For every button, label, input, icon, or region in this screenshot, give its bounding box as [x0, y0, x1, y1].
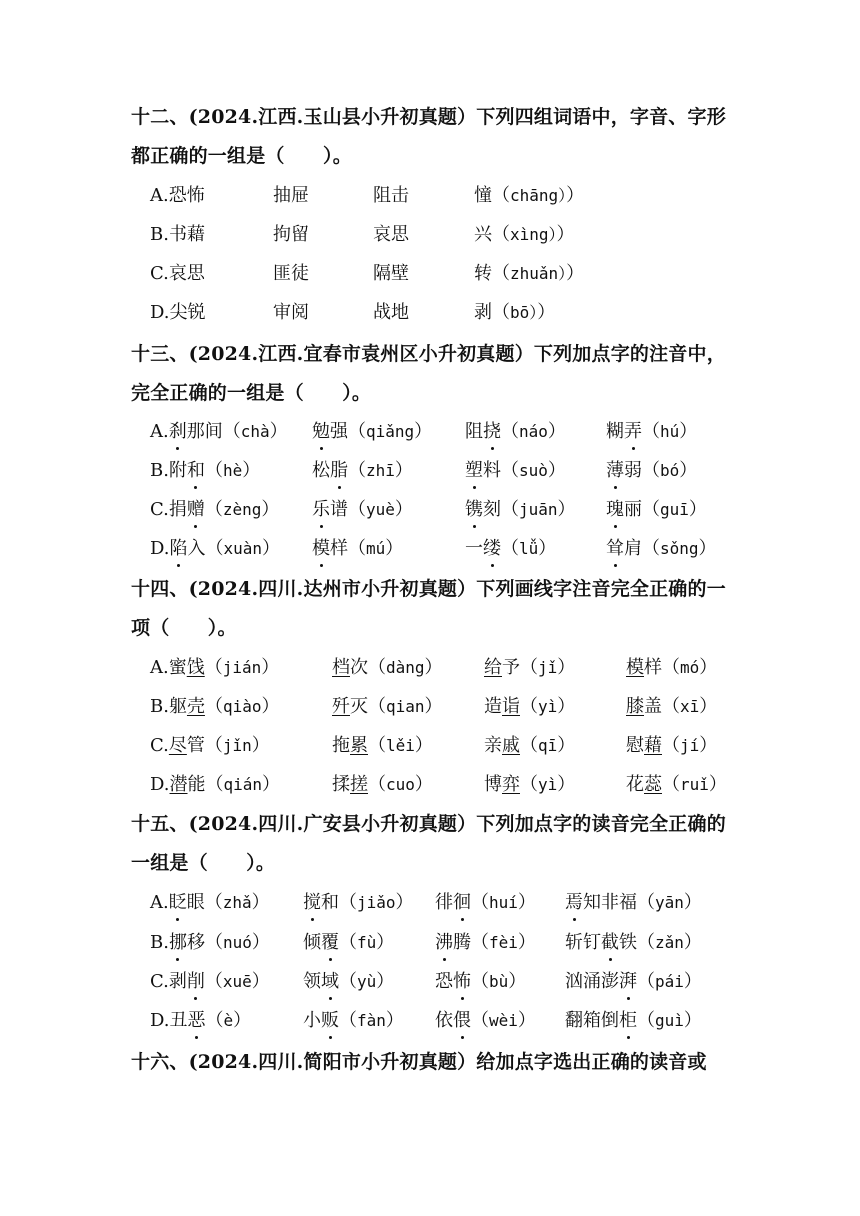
option-row: [150, 417, 790, 447]
pinyin-text: juān: [519, 500, 558, 519]
option-row: [150, 220, 790, 250]
option-word: 阻击: [373, 185, 409, 206]
dotted-character: 刹: [169, 417, 187, 447]
pinyin-text: yì: [538, 775, 558, 794]
pinyin-text: qiào: [222, 697, 262, 716]
option-word: D.陷入（xuàn）: [150, 534, 280, 564]
dotted-character: 脂: [330, 456, 348, 486]
pinyin-text: huí: [489, 893, 518, 912]
underlined-character: 档: [332, 657, 350, 678]
pinyin-text: zèng: [222, 500, 262, 519]
pinyin-text: yān: [655, 893, 684, 912]
option-word: 战地: [373, 302, 409, 323]
dotted-character: 眨: [169, 888, 187, 918]
pinyin-text: hè: [222, 461, 243, 480]
option-word: D.丑恶（è）: [150, 1006, 251, 1036]
dotted-character: 徊: [453, 888, 471, 918]
option-word: 审阅: [273, 302, 309, 323]
underlined-character: 给: [484, 657, 502, 678]
underlined-character: 壳: [186, 696, 205, 717]
option-word: C.哀思: [150, 263, 205, 284]
option-row: [150, 888, 790, 918]
option-word: 搅和（jiǎo）: [303, 888, 414, 918]
pinyin-text: jǐ: [538, 658, 558, 677]
option-word: C.捐赠（zèng）: [150, 495, 279, 525]
option-word: 模样（mó）: [626, 657, 718, 678]
pinyin-text: qián: [223, 775, 263, 794]
question-16-title: 十六、(2024.四川.简阳市小升初真题）给加点字选出正确的读音或: [131, 1051, 707, 1073]
pinyin-text: yuè: [366, 500, 395, 519]
dotted-character: 怖: [453, 967, 471, 997]
option-word: 薄弱（bó）: [606, 456, 697, 486]
option-row: [150, 1006, 790, 1036]
pinyin-text: zhuǎn）: [510, 264, 567, 283]
option-word: D.尖锐: [150, 302, 206, 323]
pinyin-text: lǚ: [519, 539, 539, 558]
option-word: 亲戚（qī）: [484, 735, 576, 756]
pinyin-text: mú: [366, 539, 386, 558]
option-word: 膝盖（xī）: [626, 696, 718, 717]
pinyin-text: jián: [222, 658, 262, 677]
option-word: 勉强（qiǎng）: [312, 417, 432, 447]
question-13-title: 十三、(2024.江西.宜春市袁州区小升初真题）下列加点字的注音中，完全正确的一组是（ ）。: [131, 343, 726, 404]
pinyin-text: wèi: [489, 1011, 518, 1030]
pinyin-text: lěi: [386, 736, 415, 755]
option-row: [150, 967, 790, 997]
underlined-character: 歼: [332, 696, 350, 717]
option-row: [150, 495, 790, 525]
pinyin-text: qian: [386, 697, 425, 716]
pinyin-text: bù: [489, 972, 509, 991]
underlined-character: 蕊: [644, 774, 662, 795]
option-word: A.蜜饯（jián）: [150, 657, 280, 678]
option-word: D.潜能（qián）: [150, 774, 281, 795]
dotted-character: 湃: [619, 967, 637, 997]
option-word: 拘留: [273, 224, 309, 245]
option-word: 慰藉（jí）: [626, 735, 718, 756]
pinyin-text: zhǎ: [222, 893, 252, 912]
option-word: 档次（dàng）: [332, 657, 443, 678]
option-row: [150, 770, 790, 800]
option-word: 拖累（lěi）: [332, 735, 433, 756]
option-word: 兴（xìng））: [474, 224, 575, 245]
underlined-character: 弈: [502, 774, 520, 795]
pinyin-text: pái: [655, 972, 684, 991]
option-word: B.附和（hè）: [150, 456, 260, 486]
pinyin-text: xìng）: [510, 225, 557, 244]
option-word: 斩钉截铁（zǎn）: [565, 928, 702, 958]
option-word: 造诣（yì）: [484, 696, 576, 717]
question-15-title: 十五、(2024.四川.广安县小升初真题）下列加点字的读音完全正确的一组是（ ）。: [131, 813, 726, 874]
dotted-character: 弄: [624, 417, 642, 447]
underlined-character: 累: [350, 735, 368, 756]
option-word: 乐谱（yuè）: [312, 495, 413, 525]
pinyin-text: bō）: [510, 303, 538, 322]
option-word: 模样（mú）: [312, 534, 403, 564]
pinyin-text: zhī: [366, 461, 395, 480]
option-row: [150, 731, 790, 761]
dotted-character: 挪: [169, 928, 187, 958]
option-word: 哀思: [373, 224, 409, 245]
option-word: A.刹那间（chà）: [150, 417, 288, 447]
pinyin-text: náo: [519, 422, 548, 441]
option-word: 揉搓（cuo）: [332, 774, 433, 795]
question-12-title: 十二、(2024.江西.玉山县小升初真题）下列四组词语中，字音、字形都正确的一组是（ ）。: [131, 106, 726, 167]
option-word: 沸腾（fèi）: [435, 928, 536, 958]
option-word: 松脂（zhī）: [312, 456, 413, 486]
pinyin-text: yù: [357, 972, 377, 991]
option-word: 歼灭（qian）: [332, 696, 443, 717]
option-word: 阻挠（náo）: [465, 417, 566, 447]
dotted-character: 乐: [312, 495, 330, 525]
dotted-character: 瑰: [606, 495, 624, 525]
underlined-character: 饯: [186, 657, 205, 678]
pinyin-text: sǒng: [660, 539, 699, 558]
pinyin-text: qiǎng: [366, 422, 415, 441]
option-word: 转（zhuǎn））: [474, 263, 585, 284]
option-row: [150, 456, 790, 486]
underlined-character: 模: [626, 657, 644, 678]
option-word: 一缕（lǚ）: [465, 534, 556, 564]
dotted-character: 模: [312, 534, 330, 564]
option-word: 给予（jǐ）: [484, 657, 576, 678]
pinyin-text: cuo: [386, 775, 415, 794]
pinyin-text: xuē: [222, 972, 252, 991]
option-word: 镌刻（juān）: [465, 495, 576, 525]
option-row: [150, 181, 790, 211]
option-row: [150, 692, 790, 722]
pinyin-text: jǐn: [222, 736, 252, 755]
option-word: 汹涌澎湃（pái）: [565, 967, 702, 997]
pinyin-text: chà: [240, 422, 270, 441]
option-word: 糊弄（hú）: [606, 417, 697, 447]
option-word: B.挪移（nuó）: [150, 928, 270, 958]
option-word: 塑料（suò）: [465, 456, 566, 486]
pinyin-text: fàn: [357, 1011, 386, 1030]
option-word: 瑰丽（guī）: [606, 495, 707, 525]
option-word: A.恐怖: [150, 185, 205, 206]
pinyin-text: yì: [538, 697, 558, 716]
option-word: C.剥削（xuē）: [150, 967, 270, 997]
pinyin-text: qī: [538, 736, 558, 755]
underlined-character: 膝: [626, 696, 644, 717]
question-14-title: 十四、(2024.四川.达州市小升初真题）下列画线字注音完全正确的一项（ ）。: [131, 578, 726, 639]
dotted-character: 削: [187, 967, 205, 997]
dotted-character: 贩: [321, 1006, 339, 1036]
option-row: [150, 534, 790, 564]
pinyin-text: guī: [660, 500, 689, 519]
option-row: [150, 298, 790, 328]
pinyin-text: hú: [660, 422, 680, 441]
option-word: 依偎（wèi）: [435, 1006, 536, 1036]
option-word: C.尽管（jǐn）: [150, 735, 270, 756]
option-word: 小贩（fàn）: [303, 1006, 404, 1036]
option-row: [150, 259, 790, 289]
dotted-character: 塑: [465, 456, 483, 486]
underlined-character: 尽: [168, 735, 187, 756]
dotted-character: 耸: [606, 534, 624, 564]
pinyin-text: fù: [357, 933, 377, 952]
dotted-character: 沸: [435, 928, 453, 958]
option-row: [150, 653, 790, 683]
option-word: B.书藉: [150, 224, 205, 245]
option-word: 抽屉: [273, 185, 309, 206]
pinyin-text: jí: [680, 736, 700, 755]
dotted-character: 勉: [312, 417, 330, 447]
dotted-character: 域: [321, 967, 339, 997]
pinyin-text: jiǎo: [357, 893, 396, 912]
option-word: 花蕊（ruǐ）: [626, 774, 727, 795]
option-word: 剥（bō））: [474, 302, 556, 323]
option-word: A.眨眼（zhǎ）: [150, 888, 270, 918]
dotted-character: 薄: [606, 456, 624, 486]
underlined-character: 藉: [644, 735, 662, 756]
dotted-character: 赠: [187, 495, 205, 525]
option-word: 博弈（yì）: [484, 774, 576, 795]
pinyin-text: bó: [660, 461, 680, 480]
pinyin-text: è: [223, 1011, 234, 1030]
dotted-character: 和: [187, 456, 205, 486]
pinyin-text: guì: [655, 1011, 684, 1030]
option-word: B.躯壳（qiào）: [150, 696, 280, 717]
pinyin-text: zǎn: [655, 933, 684, 952]
option-row: [150, 928, 790, 958]
pinyin-text: xuàn: [223, 539, 263, 558]
dotted-character: 陷: [170, 534, 188, 564]
option-word: 耸肩（sǒng）: [606, 534, 717, 564]
dotted-character: 焉: [565, 888, 583, 918]
pinyin-text: chāng）: [510, 186, 567, 205]
option-word: 徘徊（huí）: [435, 888, 536, 918]
dotted-character: 恶: [188, 1006, 206, 1036]
dotted-character: 挠: [483, 417, 501, 447]
dotted-character: 镌: [465, 495, 483, 525]
option-word: 翻箱倒柜（guì）: [565, 1006, 702, 1036]
dotted-character: 偎: [453, 1006, 471, 1036]
dotted-character: 柜: [619, 1006, 637, 1036]
pinyin-text: nuó: [222, 933, 252, 952]
pinyin-text: ruǐ: [680, 775, 709, 794]
option-word: 恐怖（bù）: [435, 967, 526, 997]
underlined-character: 搓: [350, 774, 368, 795]
option-word: 倾覆（fù）: [303, 928, 394, 958]
dotted-character: 覆: [321, 928, 339, 958]
option-word: 隔壁: [373, 263, 409, 284]
pinyin-text: mó: [680, 658, 700, 677]
pinyin-text: dàng: [386, 658, 425, 677]
underlined-character: 戚: [502, 735, 520, 756]
option-word: 憧（chāng））: [474, 185, 585, 206]
pinyin-text: fèi: [489, 933, 518, 952]
option-word: 领域（yù）: [303, 967, 394, 997]
dotted-character: 截: [601, 928, 619, 958]
dotted-character: 缕: [483, 534, 501, 564]
dotted-character: 搅: [303, 888, 321, 918]
pinyin-text: suò: [519, 461, 548, 480]
option-word: 匪徒: [273, 263, 309, 284]
underlined-character: 潜: [169, 774, 188, 795]
pinyin-text: xī: [680, 697, 700, 716]
underlined-character: 诣: [502, 696, 520, 717]
option-word: 焉知非福（yān）: [565, 888, 702, 918]
